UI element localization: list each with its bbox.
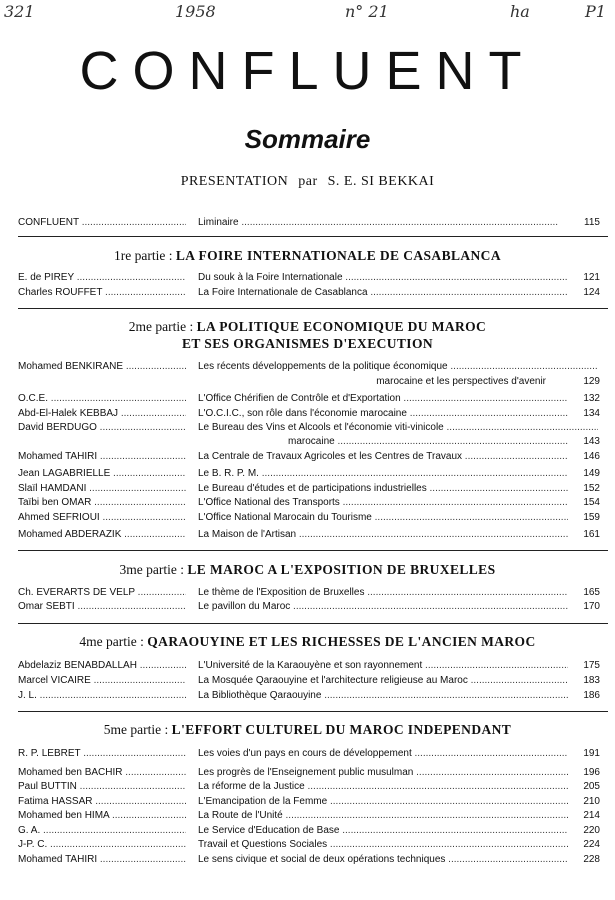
- entry-title: La Maison de l'Artisan .....: [198, 528, 568, 542]
- toc-entry[interactable]: [18, 467, 600, 481]
- entry-author: G. A. .....: [18, 824, 186, 838]
- entry-title: L'Office Chérifien de Contrôle et d'Exportation .....: [198, 392, 568, 406]
- toc-entry[interactable]: [18, 853, 600, 867]
- entry-author: Fatima HASSAR .....: [18, 795, 186, 809]
- toc-entry[interactable]: [18, 482, 600, 496]
- entry-title: Liminaire .....: [198, 216, 568, 230]
- entry-author: Marcel VICAIRE .....: [18, 674, 186, 688]
- entry-author: J. L. .....: [18, 689, 186, 703]
- section-part: 5me partie: [103, 722, 162, 737]
- handwritten-issue: n° 21: [345, 2, 389, 21]
- entry-title: Le sens civique et social de deux opérations techniques .....: [198, 853, 568, 867]
- section-divider: [18, 236, 608, 237]
- section-title: QARAOUYINE ET LES RICHESSES DE L'ANCIEN MAROC: [147, 634, 536, 649]
- entry-author: Paul BUTTIN .....: [18, 780, 186, 794]
- journal-title: CONFLUENT: [79, 41, 536, 101]
- section-title: L'EFFORT CULTUREL DU MAROC INDEPENDANT: [171, 722, 512, 737]
- toc-entry[interactable]: [18, 747, 600, 761]
- section-part: 1re partie: [114, 248, 166, 263]
- entry-title: Travail et Questions Sociales .....: [198, 838, 568, 852]
- toc-entry[interactable]: [18, 824, 600, 838]
- toc-entry[interactable]: [18, 659, 600, 673]
- entry-title: La réforme de la Justice .....: [198, 780, 568, 794]
- toc-entry[interactable]: [18, 392, 600, 406]
- entry-page: 143: [583, 436, 600, 447]
- entry-title: La Bibliothèque Qaraouyine .....: [198, 689, 568, 703]
- entry-title: Les récents développements de la politique économique .....: [198, 360, 598, 374]
- entry-page: 191: [583, 748, 600, 759]
- entry-author: Mohamed BENKIRANE .....: [18, 360, 186, 374]
- entry-author: Charles ROUFFET .....: [18, 286, 186, 300]
- toc-entry[interactable]: [18, 286, 600, 300]
- sommaire-heading: Sommaire: [244, 124, 371, 154]
- entry-author: Slaïl HAMDANI .....: [18, 482, 186, 496]
- entry-title: L'O.C.I.C., son rôle dans l'économie marocaine .....: [198, 407, 568, 421]
- section-divider: [18, 308, 608, 309]
- toc-entry[interactable]: [18, 795, 600, 809]
- toc-entry-intro[interactable]: [18, 216, 600, 230]
- section-part: 3me partie: [119, 562, 177, 577]
- toc-entry[interactable]: [18, 838, 600, 852]
- entry-author: Mohamed TAHIRI .....: [18, 853, 186, 867]
- entry-page: 205: [583, 781, 600, 792]
- section-divider: [18, 623, 608, 624]
- entry-page: 124: [583, 287, 600, 298]
- handwritten-mark: ha: [510, 2, 530, 21]
- toc-entry[interactable]: [18, 407, 600, 421]
- section-heading-1: 1re partie : LA FOIRE INTERNATIONALE DE CASABLANCA: [114, 248, 501, 263]
- entry-author: O.C.E. .....: [18, 392, 186, 406]
- handwritten-year: 1958: [175, 2, 216, 21]
- entry-author: E. de PIREY .....: [18, 271, 186, 285]
- toc-entry-continuation[interactable]: [18, 435, 600, 449]
- entry-author: R. P. LEBRET .....: [18, 747, 186, 761]
- entry-author: J-P. C. .....: [18, 838, 186, 852]
- entry-title: Les progrès de l'Enseignement public musulman .....: [198, 766, 568, 780]
- entry-author: Jean LAGABRIELLE .....: [18, 467, 186, 481]
- toc-entry[interactable]: [18, 271, 600, 285]
- entry-author: Taïbi ben OMAR .....: [18, 496, 186, 510]
- entry-title: Le Service d'Education de Base .....: [198, 824, 568, 838]
- entry-page: 196: [583, 767, 600, 778]
- toc-entry-continuation[interactable]: [18, 375, 600, 389]
- entry-author: Mohamed ben HIMA .....: [18, 809, 186, 823]
- handwritten-ref: 321: [4, 2, 35, 21]
- entry-page: 210: [583, 796, 600, 807]
- section-heading-4: 4me partie : QARAOUYINE ET LES RICHESSES DE L'ANCIEN MAROC: [79, 634, 536, 649]
- entry-page: 121: [583, 272, 600, 283]
- entry-title-cont: marocaine .....: [288, 435, 568, 449]
- presentation-line: [0, 174, 615, 190]
- presentation-label: PRESENTATION: [180, 174, 289, 189]
- entry-title: Du souk à la Foire Internationale .....: [198, 271, 568, 285]
- section-title: LA POLITIQUE ECONOMIQUE DU MAROC: [196, 319, 487, 334]
- entry-title-cont: marocaine et les perspectives d'avenir: [376, 376, 546, 387]
- entry-page: 224: [583, 839, 600, 850]
- entry-title: La Route de l'Unité .....: [198, 809, 568, 823]
- toc-entry[interactable]: [18, 766, 600, 780]
- entry-title: L'Emancipation de la Femme .....: [198, 795, 568, 809]
- toc-entry[interactable]: [18, 809, 600, 823]
- toc-entry[interactable]: [18, 450, 600, 464]
- entry-title: Le pavillon du Maroc .....: [198, 600, 568, 614]
- entry-page: 175: [583, 660, 600, 671]
- toc-entry[interactable]: [18, 511, 600, 525]
- entry-page: 152: [583, 483, 600, 494]
- entry-title: La Foire Internationale de Casablanca .....: [198, 286, 568, 300]
- entry-page: 220: [583, 825, 600, 836]
- toc-entry[interactable]: [18, 674, 600, 688]
- section-part: 4me partie: [79, 634, 137, 649]
- toc-entry[interactable]: [18, 421, 600, 435]
- entry-title: Le B. R. P. M. .....: [198, 467, 568, 481]
- entry-author: David BERDUGO .....: [18, 421, 186, 435]
- section-title-line2: ET SES ORGANISMES D'EXECUTION: [181, 336, 434, 351]
- entry-page: 154: [583, 497, 600, 508]
- entry-title: La Centrale de Travaux Agricoles et les Centres de Travaux .....: [198, 450, 568, 464]
- entry-page: 134: [583, 408, 600, 419]
- entry-author: Mohamed ben BACHIR .....: [18, 766, 186, 780]
- section-title: LE MAROC A L'EXPOSITION DE BRUXELLES: [187, 562, 496, 577]
- entry-title: Les voies d'un pays en cours de développement .....: [198, 747, 568, 761]
- toc-entry[interactable]: [18, 600, 600, 614]
- entry-author: Abdelaziz BENABDALLAH .....: [18, 659, 186, 673]
- entry-author: Mohamed TAHIRI .....: [18, 450, 186, 464]
- entry-page: 146: [583, 451, 600, 462]
- entry-title: L'Université de la Karaouyène et son rayonnement .....: [198, 659, 568, 673]
- entry-page: 170: [583, 601, 600, 612]
- entry-page: 149: [583, 468, 600, 479]
- entry-page: 132: [583, 393, 600, 404]
- section-heading-3: 3me partie : LE MAROC A L'EXPOSITION DE BRUXELLES: [119, 562, 496, 577]
- toc-entry[interactable]: [18, 496, 600, 510]
- toc-entry[interactable]: [18, 780, 600, 794]
- entry-page: 165: [583, 587, 600, 598]
- entry-author: Ahmed SEFRIOUI .....: [18, 511, 186, 525]
- toc-entry[interactable]: [18, 689, 600, 703]
- entry-author: CONFLUENT .....: [18, 216, 186, 230]
- entry-author: Omar SEBTI .....: [18, 600, 186, 614]
- section-heading-2: 2me partie : LA POLITIQUE ECONOMIQUE DU MAROC ET SES ORGANISMES D'EXECUTION: [128, 319, 487, 351]
- entry-page: 161: [583, 529, 600, 540]
- toc-entry[interactable]: [18, 586, 600, 600]
- presentation-by: par: [298, 174, 318, 189]
- entry-title: Le Bureau des Vins et Alcools et l'économie viti-vinicole .....: [198, 421, 598, 435]
- section-divider: [18, 711, 608, 712]
- entry-title: La Mosquée Qaraouyine et l'architecture religieuse au Maroc .....: [198, 674, 568, 688]
- toc-entry[interactable]: [18, 528, 600, 542]
- entry-page: 129: [583, 376, 600, 387]
- section-part: 2me partie: [128, 319, 187, 334]
- entry-page: 115: [584, 217, 600, 228]
- handwritten-page: P1: [585, 2, 606, 21]
- entry-author: Abd-El-Halek KEBBAJ .....: [18, 407, 186, 421]
- entry-title: Le thème de l'Exposition de Bruxelles .....: [198, 586, 568, 600]
- entry-page: 214: [583, 810, 600, 821]
- entry-title: Le Bureau d'études et de participations industrielles .....: [198, 482, 568, 496]
- section-title: LA FOIRE INTERNATIONALE DE CASABLANCA: [175, 248, 501, 263]
- section-divider: [18, 550, 608, 551]
- entry-page: 183: [583, 675, 600, 686]
- entry-page: 186: [583, 690, 600, 701]
- presentation-author: S. E. SI BEKKAI: [327, 174, 435, 189]
- entry-author: Ch. EVERARTS DE VELP .....: [18, 586, 186, 600]
- section-heading-5: 5me partie : L'EFFORT CULTUREL DU MAROC INDEPENDANT: [103, 722, 512, 737]
- entry-title: L'Office National Marocain du Tourisme .....: [198, 511, 568, 525]
- toc-entry[interactable]: [18, 360, 600, 374]
- entry-author: Mohamed ABDERAZIK .....: [18, 528, 186, 542]
- entry-page: 159: [583, 512, 600, 523]
- entry-title: L'Office National des Transports .....: [198, 496, 568, 510]
- entry-page: 228: [583, 854, 600, 865]
